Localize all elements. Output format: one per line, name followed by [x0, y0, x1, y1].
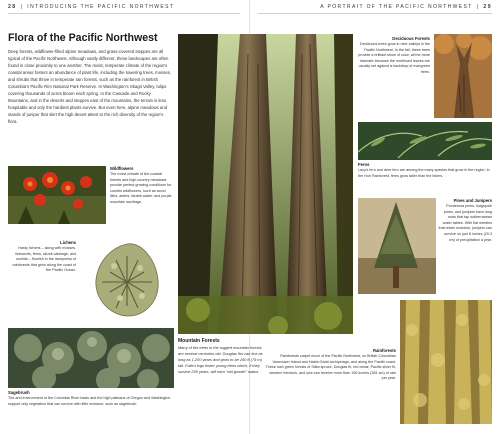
rainforest-moss-photo: [400, 300, 492, 424]
left-header-rule: [8, 13, 240, 14]
pines-junipers-caption: [438, 198, 492, 243]
ferns-caption: [358, 162, 492, 179]
deciduous-tree-photo: [434, 34, 492, 118]
deciduous-forests-caption-heading: Deciduous Forests: [392, 36, 430, 41]
right-running-header: [320, 4, 492, 10]
wildflowers-caption-text: The moist climate of the coastal forests and high-country meadows provide perfect growing conditions for colorful wildflowers, such as wood lilies, asters, tarabb adder, and purple mountain saxifrage.: [110, 172, 172, 204]
ferns-caption-text: Lacy’s fern and deer fern are among the many species that grow in the region. In the Hoh Rainforest, ferns grow taller than the hikers.: [358, 168, 490, 178]
pines-junipers-caption-text: Ponderosa pines, lodgepole pines, and junipers have long roots that tap subterranean water tables. With flat needles that retain moisture, junipers can survive on just 8 inches (20.3 cm) of precipitation a year.: [438, 204, 492, 242]
right-header-divider: |: [476, 4, 480, 10]
wildflowers-caption-heading: Wildflowers: [110, 166, 134, 171]
left-header-divider: |: [20, 4, 24, 10]
right-header-rule: [258, 13, 492, 14]
lichens-caption-text: Hardy lichens – along with mosses, liverworts, ferns, skunk cabbage, and orchids – flourish in the dampness of rainforests that grow along the coast of the Pacific Ocean.: [12, 246, 76, 273]
article-intro: Deep forests, wildflower-filled alpine meadows, and grass-covered steppes are all typical of the Pacific Northwest. Although vastly different, these landscapes are often found in close proximity to one another. The moist, temperate climate of the region's coastal areas fosters an abundance of plant life, including the towering trees, mosses, and shrubs that thrive in temperate rain forests, such as the rainforest in British Columbia's Pacific Rim National Park Reserve. In Washington's Skagit Valley, tulips covering thousands of acres bloom each spring. In the Cascade and Rocky Mountains, and in the deserts and steppes east of the mountains, the terrain is less hospitable and only the hardiest plants survive. But even here, alpine meadows and stands of juniper that skirt the high desert attest to the rich diversity of the region's flora.: [8, 49, 172, 125]
mountain-forest-photo: [178, 34, 353, 334]
ferns-photo: [358, 122, 492, 160]
sagebrush-caption-text: The arid environment of the Columbia River basin and the high plateaus of Oregon and Washington support only vegetation that can survive with little moisture, such as sagebrush.: [8, 396, 171, 406]
rainforests-caption-text: Rainforests carpet much of the Pacific Northwest, on British Columbian Vancouver Island and Haida Gwaii archipelago, and along the Pacific coast. These lush green forests of Sitka spruce, Douglas fir, red cedar, Pacific silver fir, western hemlock, and yew can receive more than 150 inches (381 cm) of rain per year.: [265, 354, 396, 381]
right-page-number: 29: [483, 4, 492, 10]
lichens-caption-heading: Lichens: [60, 240, 76, 245]
left-section-title: INTRODUCING THE PACIFIC NORTHWEST: [27, 4, 175, 10]
right-section-title: A PORTRAIT OF THE PACIFIC NORTHWEST: [320, 4, 473, 10]
lichens-photo: [80, 236, 174, 324]
pines-junipers-caption-heading: Pines and Junipers: [453, 198, 492, 203]
deciduous-forests-caption: [358, 36, 430, 76]
rainforests-caption: [264, 348, 396, 382]
article-title: Flora of the Pacific Northwest: [8, 32, 158, 44]
mountain-forests-caption-heading: Mountain Forests: [178, 338, 220, 344]
lichens-caption: [8, 240, 76, 274]
deciduous-forests-caption-text: Deciduous trees grow in river valleys in the Pacific Northwest. In the fall, these trees provide a brilliant show of color, all the more dramatic because the multihued leaves are usually set against a backdrop of evergreen trees.: [358, 42, 430, 74]
sagebrush-caption-heading: Sagebrush: [8, 390, 30, 395]
sagebrush-photo: [8, 328, 174, 388]
pine-tree-photo: [358, 198, 436, 294]
mountain-forests-caption-text: Many of the trees in the rugged mountain forests are several centuries old. Douglas firs can live as long as 1,200 years and grow to be 260 ft (79 m) tall. Fallen logs foster young trees which, if they survive 200 years, will earn “old-growth” status.: [178, 345, 263, 374]
wildflowers-photo: [8, 166, 106, 224]
sagebrush-caption: [8, 390, 174, 407]
rainforests-caption-heading: Rainforests: [372, 348, 396, 353]
left-running-header: [8, 4, 174, 10]
mountain-forests-caption: [178, 338, 264, 375]
left-page-number: 28: [8, 4, 17, 10]
ferns-caption-heading: Ferns: [358, 162, 370, 167]
wildflowers-caption: [110, 166, 172, 206]
